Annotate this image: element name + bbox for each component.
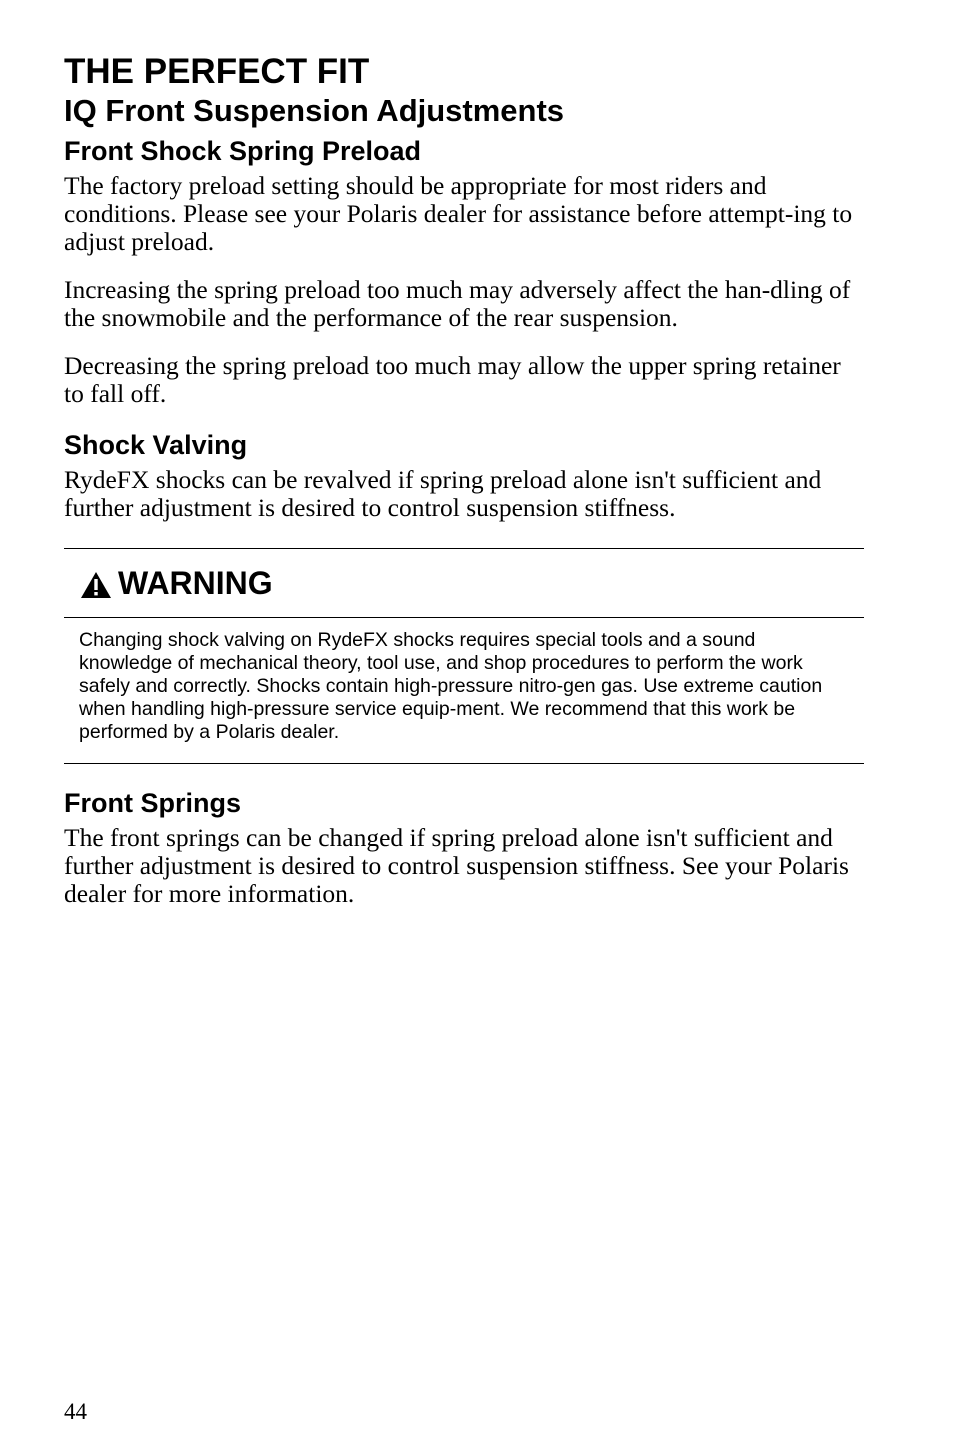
warning-header bbox=[64, 549, 864, 618]
section-heading-preload: Front Shock Spring Preload bbox=[64, 136, 422, 166]
section-front-springs bbox=[64, 786, 864, 908]
section-shock-valving bbox=[64, 428, 864, 522]
warning-box bbox=[64, 548, 864, 764]
warning-text: Changing shock valving on RydeFX shocks requires special tools and a sound knowledge of mechanical theory, tool use, and shop procedures to perform the work safely and correctly. Shocks contain high-pressure nitro-gen gas. Use extreme caution when handling high-pressure service equip-ment. We recommend that this work be performed by a Polaris dealer. bbox=[79, 629, 823, 743]
preload-paragraph-1: The factory preload setting should be appropriate for most riders and conditions. Please see your Polaris dealer for assistance before attempt-ing to adjust preload. bbox=[64, 171, 853, 256]
warning-triangle-icon bbox=[80, 571, 112, 599]
preload-paragraph-2: Increasing the spring preload too much may adversely affect the han-dling of the snowmobile and the performance of the rear suspension. bbox=[64, 275, 851, 332]
section-front-shock-spring-preload bbox=[64, 134, 864, 408]
page-subtitle: IQ Front Suspension Adjustments bbox=[64, 93, 565, 128]
preload-paragraph-3: Decreasing the spring preload too much may allow the upper spring retainer to fall off. bbox=[64, 351, 841, 408]
section-heading-valving: Shock Valving bbox=[64, 430, 248, 460]
page-title: THE PERFECT FIT bbox=[64, 52, 370, 91]
page-number: 44 bbox=[64, 1399, 87, 1424]
page-content bbox=[64, 52, 864, 928]
section-heading-springs: Front Springs bbox=[64, 788, 241, 818]
valving-paragraph-1: RydeFX shocks can be revalved if spring preload alone isn't sufficient and further adjustment is desired to control suspension stiffness. bbox=[64, 465, 822, 522]
warning-label: WARNING bbox=[118, 565, 273, 601]
springs-paragraph-1: The front springs can be changed if spring preload alone isn't sufficient and further adjustment is desired to control suspension stiffness. See your Polaris dealer for more information. bbox=[64, 823, 849, 908]
